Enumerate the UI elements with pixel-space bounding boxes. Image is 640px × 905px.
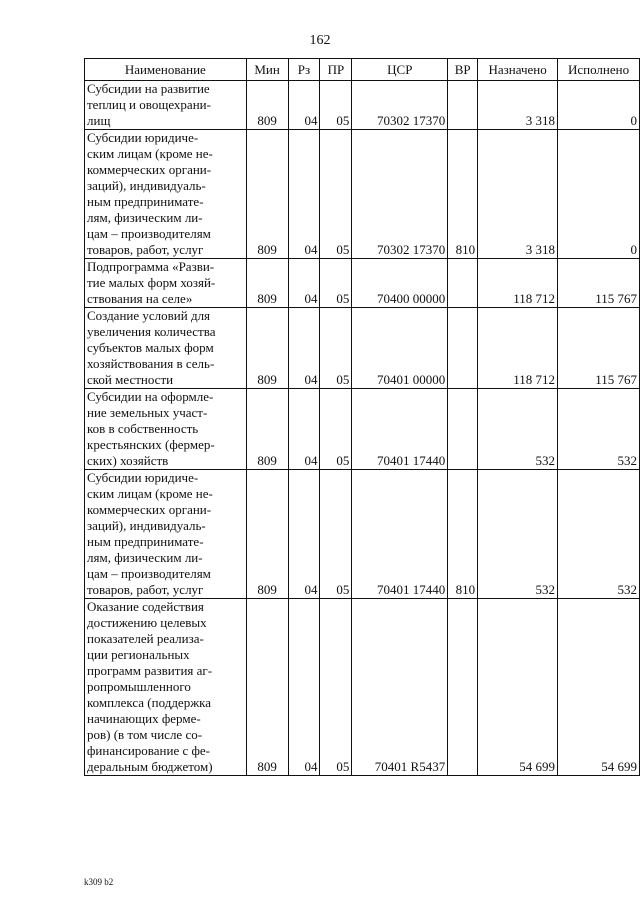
cell-name-line: ских) хозяйств	[87, 453, 169, 468]
cell-min: 809	[246, 308, 288, 389]
cell-name-line: начинающих ферме-	[87, 711, 201, 726]
cell-assigned: 3 318	[478, 81, 558, 130]
table-row	[85, 599, 640, 776]
cell-vr	[448, 81, 478, 130]
cell-name-line: ние земельных участ-	[87, 405, 208, 420]
cell-name-line: цам – производителям	[87, 226, 211, 241]
cell-name-line: ров) (в том числе со-	[87, 727, 203, 742]
cell-name-line: программ развития аг-	[87, 663, 213, 678]
cell-name-line: товаров, работ, услуг	[87, 242, 204, 257]
column-header-name: Наименование	[85, 59, 247, 81]
cell-vr	[448, 599, 478, 776]
cell-name-line: ным предпринимате-	[87, 534, 204, 549]
cell-done: 532	[558, 389, 640, 470]
cell-done: 115 767	[558, 259, 640, 308]
footer-code: k309 b2	[84, 877, 114, 887]
cell-done: 0	[558, 81, 640, 130]
cell-csr: 70401 R5437	[352, 599, 448, 776]
table-header-row	[85, 59, 640, 81]
cell-name	[85, 259, 247, 308]
cell-name-line: достижению целевых	[87, 615, 207, 630]
cell-rz: 04	[288, 81, 320, 130]
cell-assigned: 3 318	[478, 130, 558, 259]
cell-csr: 70302 17370	[352, 130, 448, 259]
cell-name-line: ской местности	[87, 372, 174, 387]
cell-name-line: деральным бюджетом)	[87, 759, 213, 774]
cell-name-line: Создание условий для	[87, 308, 211, 323]
cell-min: 809	[246, 470, 288, 599]
cell-min: 809	[246, 599, 288, 776]
cell-name-line: ствования на селе»	[87, 291, 193, 306]
cell-csr: 70401 00000	[352, 308, 448, 389]
cell-assigned: 54 699	[478, 599, 558, 776]
cell-name-line: тие малых форм хозяй-	[87, 275, 216, 290]
cell-name-line: теплиц и овощехрани-	[87, 97, 211, 112]
cell-name-line: цам – производителям	[87, 566, 211, 581]
cell-name-line: Оказание содействия	[87, 599, 204, 614]
column-header-vr: ВР	[448, 59, 478, 81]
cell-name-line: ским лицам (кроме не-	[87, 146, 213, 161]
cell-assigned: 118 712	[478, 259, 558, 308]
table-row	[85, 389, 640, 470]
cell-name-line: ции региональных	[87, 647, 190, 662]
cell-name-line: товаров, работ, услуг	[87, 582, 204, 597]
cell-name	[85, 130, 247, 259]
cell-rz: 04	[288, 389, 320, 470]
cell-min: 809	[246, 130, 288, 259]
cell-name-line: коммерческих органи-	[87, 502, 212, 517]
cell-csr: 70401 17440	[352, 389, 448, 470]
cell-name-line: субъектов малых форм	[87, 340, 214, 355]
cell-name-line: Субсидии юридиче-	[87, 470, 199, 485]
table-row	[85, 130, 640, 259]
cell-name-line: лям, физическим ли-	[87, 550, 203, 565]
cell-min: 809	[246, 81, 288, 130]
cell-name-line: ков в собственность	[87, 421, 199, 436]
cell-assigned: 118 712	[478, 308, 558, 389]
cell-name-line: заций), индивидуаль-	[87, 178, 206, 193]
cell-name-line: хозяйствования в сель-	[87, 356, 215, 371]
cell-rz: 04	[288, 259, 320, 308]
cell-pr: 05	[320, 308, 352, 389]
column-header-csr: ЦСР	[352, 59, 448, 81]
table-row	[85, 81, 640, 130]
cell-name	[85, 81, 247, 130]
cell-name-line: комплекса (поддержка	[87, 695, 212, 710]
cell-name-line: Субсидии на развитие	[87, 81, 210, 96]
column-header-assigned: Назначено	[478, 59, 558, 81]
cell-name-line: крестьянских (фермер-	[87, 437, 215, 452]
cell-csr: 70302 17370	[352, 81, 448, 130]
cell-rz: 04	[288, 130, 320, 259]
cell-min: 809	[246, 259, 288, 308]
table-row	[85, 259, 640, 308]
cell-rz: 04	[288, 308, 320, 389]
cell-csr: 70401 17440	[352, 470, 448, 599]
cell-assigned: 532	[478, 470, 558, 599]
cell-name-line: ропромышленного	[87, 679, 191, 694]
cell-assigned: 532	[478, 389, 558, 470]
cell-name-line: показателей реализа-	[87, 631, 204, 646]
cell-name	[85, 308, 247, 389]
cell-name-line: Субсидии на оформле-	[87, 389, 214, 404]
budget-table	[84, 58, 640, 776]
cell-name-line: увеличения количества	[87, 324, 216, 339]
cell-vr: 810	[448, 470, 478, 599]
column-header-pr: ПР	[320, 59, 352, 81]
cell-name-line: заций), индивидуаль-	[87, 518, 206, 533]
cell-min: 809	[246, 389, 288, 470]
cell-name-line: финансирование с фе-	[87, 743, 211, 758]
cell-name-line: лям, физическим ли-	[87, 210, 203, 225]
cell-done: 532	[558, 470, 640, 599]
table-row	[85, 470, 640, 599]
cell-name-line: коммерческих органи-	[87, 162, 212, 177]
cell-rz: 04	[288, 599, 320, 776]
cell-vr	[448, 259, 478, 308]
cell-done: 0	[558, 130, 640, 259]
page-number: 162	[309, 33, 331, 48]
cell-vr	[448, 389, 478, 470]
table-body	[85, 81, 640, 776]
column-header-rz: Рз	[288, 59, 320, 81]
cell-pr: 05	[320, 81, 352, 130]
cell-name-line: ным предпринимате-	[87, 194, 204, 209]
cell-name-line: Субсидии юридиче-	[87, 130, 199, 145]
cell-done: 115 767	[558, 308, 640, 389]
column-header-done: Исполнено	[558, 59, 640, 81]
cell-name	[85, 599, 247, 776]
cell-pr: 05	[320, 130, 352, 259]
cell-vr: 810	[448, 130, 478, 259]
cell-name-line: лищ	[87, 113, 111, 128]
cell-name	[85, 389, 247, 470]
cell-done: 54 699	[558, 599, 640, 776]
cell-name-line: Подпрограмма «Разви-	[87, 259, 215, 274]
cell-pr: 05	[320, 259, 352, 308]
cell-name-line: ским лицам (кроме не-	[87, 486, 213, 501]
cell-vr	[448, 308, 478, 389]
cell-pr: 05	[320, 470, 352, 599]
column-header-min: Мин	[246, 59, 288, 81]
cell-rz: 04	[288, 470, 320, 599]
cell-pr: 05	[320, 389, 352, 470]
table-row	[85, 308, 640, 389]
cell-name	[85, 470, 247, 599]
cell-pr: 05	[320, 599, 352, 776]
cell-csr: 70400 00000	[352, 259, 448, 308]
